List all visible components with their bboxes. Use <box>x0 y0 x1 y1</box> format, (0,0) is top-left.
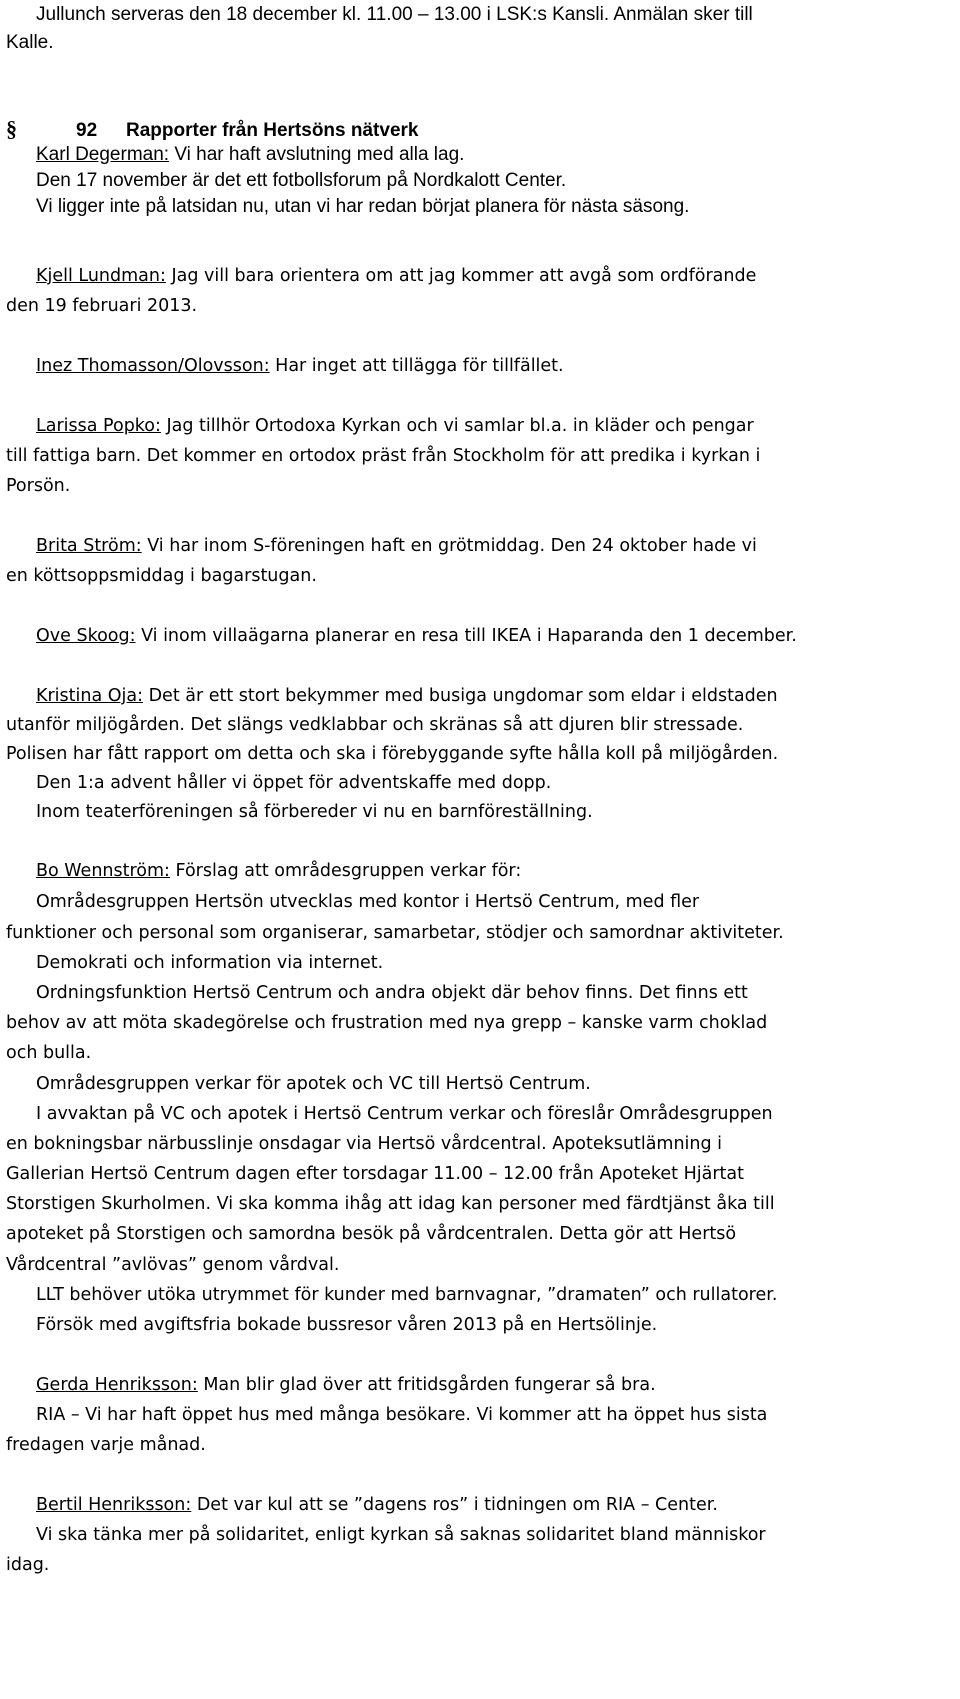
bo-line-2: Områdesgruppen Hertsön utvecklas med kontor i Hertsö Centrum, med fler <box>36 892 700 912</box>
inez-text-1: Har inget att tillägga för tillfället. <box>269 356 564 376</box>
speaker-name: Larissa Popko: <box>36 416 161 436</box>
bo-line-4: Demokrati och information via internet. <box>36 953 384 973</box>
bo-line-5: Ordningsfunktion Hertsö Centrum och andra objekt där behov finns. Det finns ett <box>36 983 748 1003</box>
bo-line-7: och bulla. <box>6 1043 92 1063</box>
karl-line-2: Den 17 november är det ett fotbollsforum på Nordkalott Center. <box>36 170 567 191</box>
bo-line-9: I avvaktan på VC och apotek i Hertsö Centrum verkar och föreslår Områdesgruppen <box>36 1104 773 1124</box>
ove-line-1 <box>36 623 960 649</box>
kristina-line-2: utanför miljögården. Det slängs vedklabbar och skränas så att djuren blir stressade. <box>6 715 744 735</box>
speaker-name: Ove Skoog: <box>36 626 136 646</box>
section-title: Rapporter från Hertsöns nätverk <box>126 120 419 141</box>
gerda-text-1: Man blir glad över att fritidsgården fungerar så bra. <box>197 1375 656 1395</box>
bertil-text-1: Det var kul att se ”dagens ros” i tidningen om RIA – Center. <box>191 1495 718 1515</box>
gerda-line-1 <box>36 1372 960 1398</box>
bo-line-12: Storstigen Skurholmen. Vi ska komma ihåg att idag kan personer med färdtjänst åka till <box>6 1194 775 1214</box>
larissa-line-1 <box>36 413 960 439</box>
kristina-line-1 <box>36 683 960 709</box>
bertil-line-1 <box>36 1492 960 1518</box>
kristina-text-1: Det är ett stort bekymmer med busiga ungdomar som eldar i eldstaden <box>143 686 778 706</box>
ove-text-1: Vi inom villaägarna planerar en resa till IKEA i Haparanda den 1 december. <box>135 626 797 646</box>
karl-line-3: Vi ligger inte på latsidan nu, utan vi har redan börjat planera för nästa säsong. <box>36 196 690 217</box>
speaker-name: Kristina Oja: <box>36 686 144 706</box>
speaker-name: Kjell Lundman: <box>36 266 166 286</box>
kristina-line-5: Inom teaterföreningen så förbereder vi nu en barnföreställning. <box>36 802 593 822</box>
bo-line-13: apoteket på Storstigen och samordna besök på vårdcentralen. Detta gör att Hertsö <box>6 1224 737 1244</box>
larissa-line-2: till fattiga barn. Det kommer en ortodox präst från Stockholm för att predika i kyrkan i <box>6 446 761 466</box>
kjell-text-1: Jag vill bara orientera om att jag kommer att avgå som ordförande <box>165 266 757 286</box>
bo-line-11: Gallerian Hertsö Centrum dagen efter torsdagar 11.00 – 12.00 från Apoteket Hjärtat <box>6 1164 744 1184</box>
brita-text-1: Vi har inom S-föreningen haft en grötmiddag. Den 24 oktober hade vi <box>141 536 757 556</box>
bo-line-6: behov av att möta skadegörelse och frustration med nya grepp – kanske varm choklad <box>6 1013 768 1033</box>
kristina-line-4: Den 1:a advent håller vi öppet för adventskaffe med dopp. <box>36 773 552 793</box>
bo-line-16: Försök med avgiftsfria bokade bussresor våren 2013 på en Hertsölinje. <box>36 1315 658 1335</box>
section-sign: § <box>6 116 17 141</box>
gerda-line-3: fredagen varje månad. <box>6 1435 206 1455</box>
inez-line-1 <box>36 353 960 379</box>
speaker-name: Gerda Henriksson: <box>36 1375 198 1395</box>
section-number: 92 <box>76 120 98 141</box>
gerda-line-2: RIA – Vi har haft öppet hus med många besökare. Vi kommer att ha öppet hus sista <box>36 1405 768 1425</box>
bo-text-1: Förslag att områdesgruppen verkar för: <box>169 861 522 881</box>
bo-line-10: en bokningsbar närbusslinje onsdagar via Hertsö vårdcentral. Apoteksutlämning i <box>6 1134 723 1154</box>
bo-line-3: funktioner och personal som organiserar, samarbetar, stödjer och samordnar aktiviteter. <box>6 923 784 943</box>
intro-line-1: Jullunch serveras den 18 december kl. 11.00 – 13.00 i LSK:s Kansli. Anmälan sker till <box>36 4 753 25</box>
kristina-line-3: Polisen har fått rapport om detta och ska i förebyggande syfte hålla koll på miljögården. <box>6 744 779 764</box>
speaker-name: Brita Ström: <box>36 536 142 556</box>
brita-line-1 <box>36 533 960 559</box>
bo-line-15: LLT behöver utöka utrymmet för kunder med barnvagnar, ”dramaten” och rullatorer. <box>36 1285 778 1305</box>
bertil-line-2: Vi ska tänka mer på solidaritet, enligt kyrkan så saknas solidaritet bland människor <box>36 1525 766 1545</box>
bertil-line-3: idag. <box>6 1555 50 1575</box>
kjell-line-1 <box>36 263 960 289</box>
larissa-text-1: Jag tillhör Ortodoxa Kyrkan och vi samlar bl.a. in kläder och pengar <box>160 416 754 436</box>
bo-line-1 <box>36 858 960 884</box>
speaker-name: Inez Thomasson/Olovsson: <box>36 356 270 376</box>
speaker-name: Karl Degerman: <box>36 144 170 165</box>
section-heading <box>6 116 960 144</box>
larissa-line-3: Porsön. <box>6 476 71 496</box>
bo-line-8: Områdesgruppen verkar för apotek och VC till Hertsö Centrum. <box>36 1074 591 1094</box>
kjell-line-2: den 19 februari 2013. <box>6 296 198 316</box>
speaker-name: Bertil Henriksson: <box>36 1495 192 1515</box>
karl-text-1: Vi har haft avslutning med alla lag. <box>169 144 465 165</box>
intro-line-2: Kalle. <box>6 32 54 53</box>
bo-line-14: Vårdcentral ”avlövas” genom vårdval. <box>6 1255 340 1275</box>
brita-line-2: en köttsoppsmiddag i bagarstugan. <box>6 566 317 586</box>
speaker-name: Bo Wennström: <box>36 861 170 881</box>
karl-line-1 <box>36 142 960 168</box>
